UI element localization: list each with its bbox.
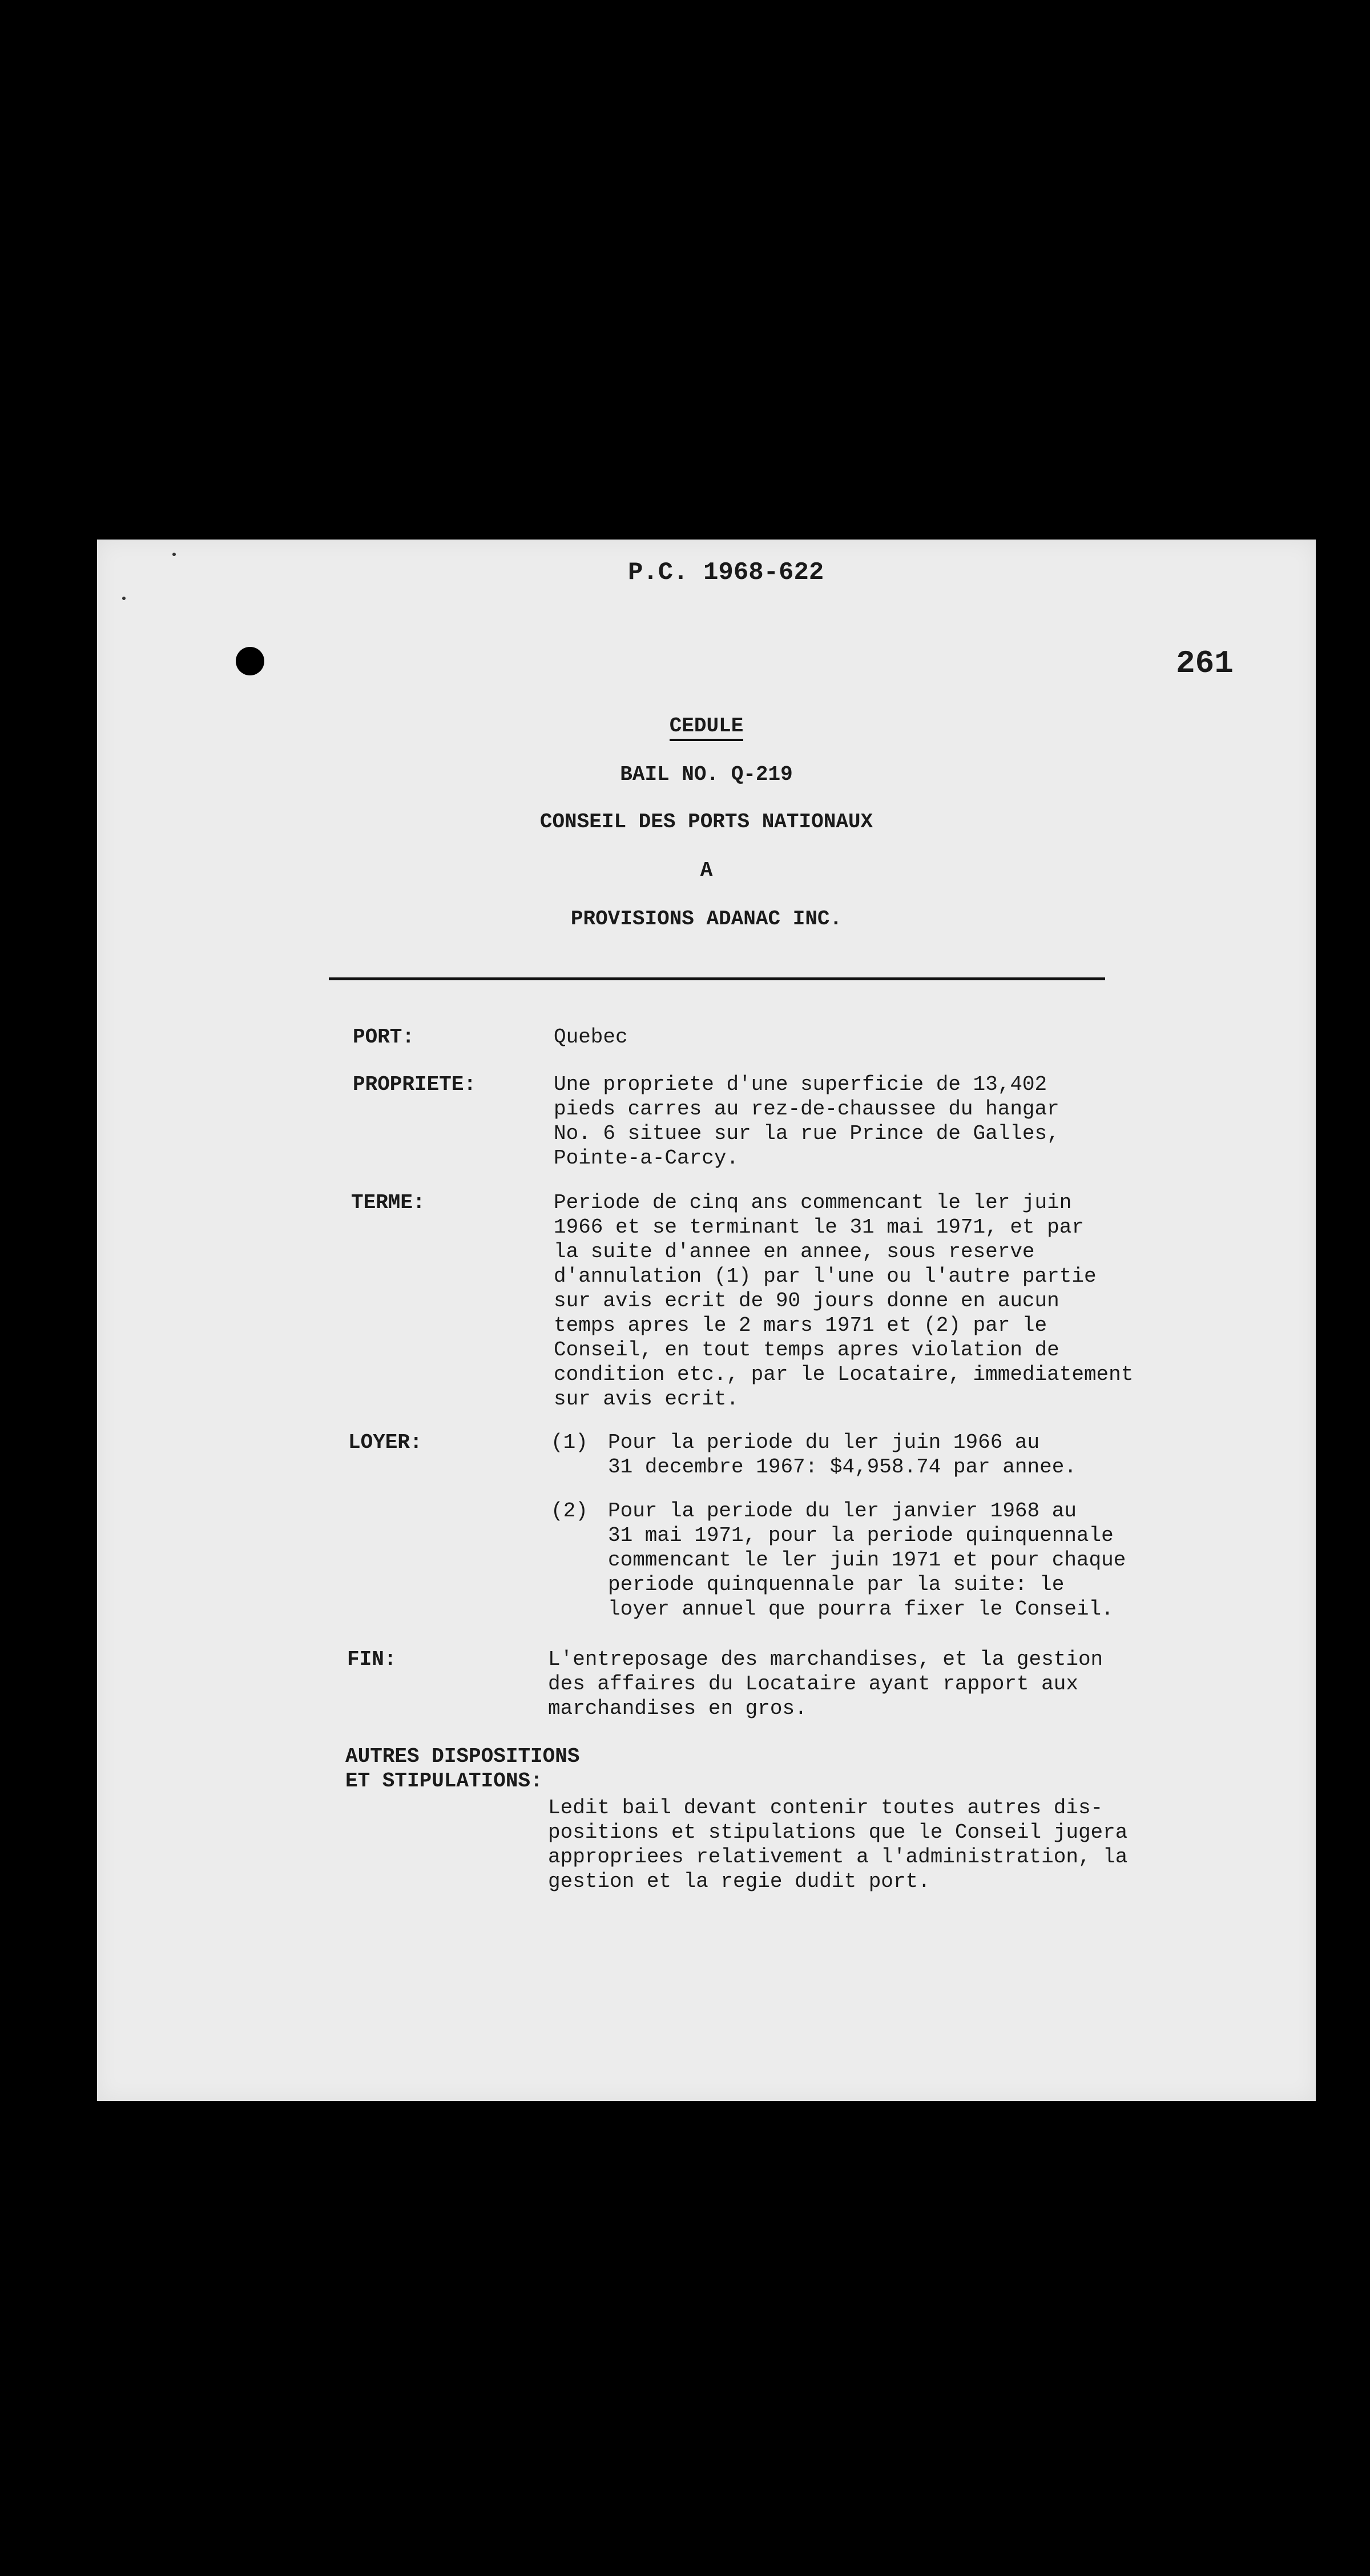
terme-line: condition etc., par le Locataire, immediatement <box>554 1363 1134 1386</box>
terme-line: la suite d'annee en annee, sous reserve <box>554 1240 1035 1263</box>
paper-speck <box>172 553 176 556</box>
terme-line: d'annulation (1) par l'une ou l'autre partie <box>554 1265 1097 1288</box>
to-line: A <box>700 859 713 882</box>
port-line: Quebec <box>554 1025 628 1049</box>
lessee: PROVISIONS ADANAC INC. <box>570 907 843 931</box>
paper-speck <box>122 597 126 600</box>
loyer-line: Pour la periode du ler janvier 1968 au <box>608 1499 1077 1523</box>
propriete-line: No. 6 situee sur la rue Prince de Galles, <box>554 1122 1059 1145</box>
document-title <box>97 714 1316 738</box>
terme-line: 1966 et se terminant le 31 mai 1971, et par <box>554 1215 1084 1239</box>
autres-label-line: AUTRES DISPOSITIONS <box>345 1745 580 1768</box>
propriete-text <box>554 1072 1059 1170</box>
fin-line: L'entreposage des marchandises, et la gestion <box>548 1648 1103 1671</box>
pc-number: P.C. 1968-622 <box>628 558 824 587</box>
loyer-item-number: (2) <box>551 1499 588 1523</box>
fin-line: marchandises en gros. <box>548 1697 807 1720</box>
loyer-item-number: (1) <box>551 1431 588 1454</box>
autres-line: Ledit bail devant contenir toutes autres dis- <box>548 1796 1103 1820</box>
loyer-item-text <box>608 1499 1126 1621</box>
loyer-line: 31 mai 1971, pour la periode quinquennale <box>608 1524 1114 1547</box>
loyer-line: 31 decembre 1967: $4,958.74 par annee. <box>608 1455 1077 1479</box>
terme-line: sur avis ecrit. <box>554 1387 739 1411</box>
loyer-line: Pour la periode du ler juin 1966 au <box>608 1431 1040 1454</box>
propriete-line: Une propriete d'une superficie de 13,402 <box>554 1073 1047 1096</box>
autres-line: appropriees relativement a l'administration, la <box>548 1845 1128 1869</box>
horizontal-rule <box>329 977 1105 980</box>
document-title-text: CEDULE <box>670 714 744 741</box>
terme-line: Conseil, en tout temps apres violation de <box>554 1338 1059 1362</box>
loyer-line: loyer annuel que pourra fixer le Conseil. <box>608 1597 1114 1621</box>
autres-text <box>548 1796 1127 1894</box>
loyer-line: periode quinquennale par la suite: le <box>608 1573 1065 1596</box>
propriete-line: Pointe-a-Carcy. <box>554 1146 739 1170</box>
terme-label: TERME: <box>351 1191 425 1214</box>
terme-line: sur avis ecrit de 90 jours donne en aucun <box>554 1289 1059 1313</box>
terme-line: Periode de cinq ans commencant le ler juin <box>554 1191 1072 1214</box>
lease-number: BAIL NO. Q-219 <box>620 763 793 786</box>
autres-line: positions et stipulations que le Conseil jugera <box>548 1821 1128 1844</box>
lessor: CONSEIL DES PORTS NATIONAUX <box>539 810 873 834</box>
loyer-label: LOYER: <box>348 1431 422 1454</box>
page-number: 261 <box>1176 645 1234 682</box>
punch-hole <box>236 647 264 675</box>
propriete-label: PROPRIETE: <box>353 1073 477 1096</box>
loyer-line: commencant le ler juin 1971 et pour chaque <box>608 1548 1126 1572</box>
port-label: PORT: <box>353 1025 415 1049</box>
terme-text <box>554 1190 1133 1411</box>
fin-line: des affaires du Locataire ayant rapport aux <box>548 1672 1078 1696</box>
port-value <box>554 1025 628 1049</box>
autres-line: gestion et la regie dudit port. <box>548 1870 930 1893</box>
fin-label: FIN: <box>347 1648 397 1671</box>
autres-label-line: ET STIPULATIONS: <box>345 1769 543 1793</box>
fin-text <box>548 1647 1103 1721</box>
terme-line: temps apres le 2 mars 1971 et (2) par le <box>554 1314 1047 1337</box>
propriete-line: pieds carres au rez-de-chaussee du hangar <box>554 1097 1059 1121</box>
autres-label <box>345 1744 579 1793</box>
document-page <box>97 540 1316 2101</box>
loyer-item-text <box>608 1430 1077 1479</box>
